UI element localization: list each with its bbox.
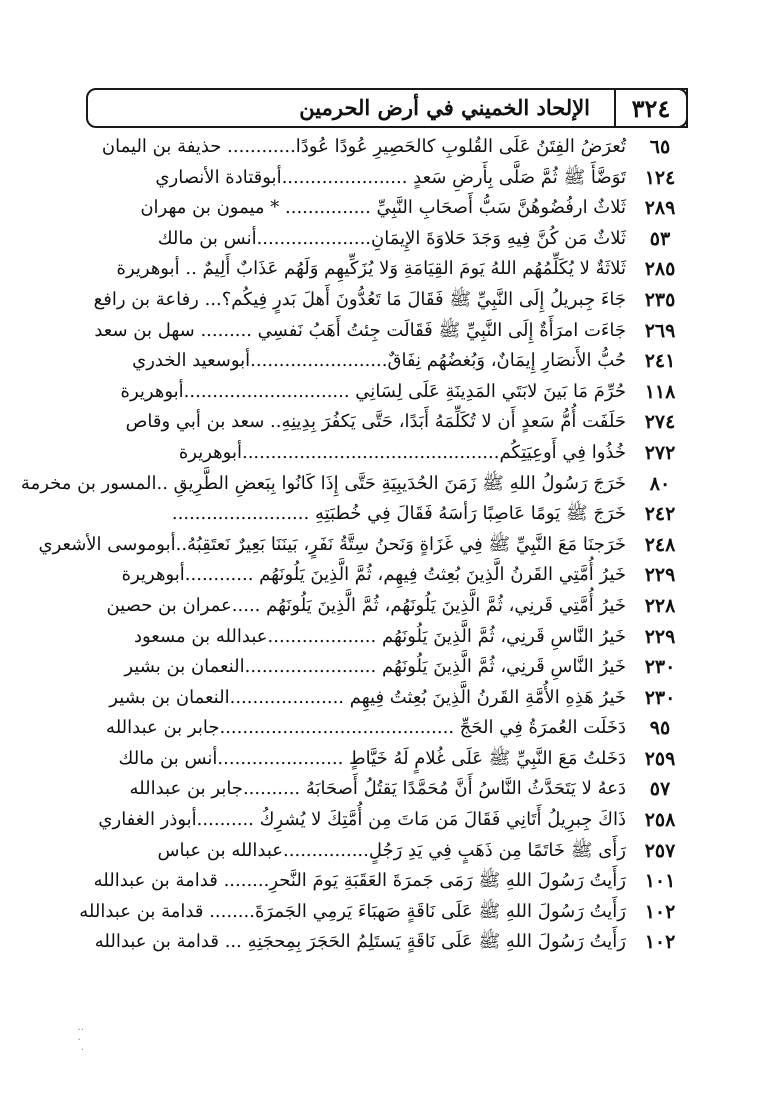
entry-text: دَخَلَت العُمرَةُ فِي الحَجِّ .........................................جابر بن عبدالله	[106, 717, 626, 739]
index-entry	[38, 530, 686, 561]
entry-text: خَرَجَ ﷺ يَومًا عَاصِبًا رَأسَهُ فَقَالَ فِي خُطبَتِهِ ........................	[171, 503, 626, 525]
entry-text: خَيرُ النَّاسِ قَرنِي، ثُمَّ الَّذِينَ يَلُونَهُم ...................عبدالله بن مسعود	[133, 625, 626, 647]
running-header	[86, 88, 688, 128]
index-entry	[20, 469, 686, 500]
index-entry	[86, 591, 686, 622]
entry-page-number: ٢٢٩	[644, 564, 676, 587]
entry-text: رَأَيتُ رَسُولَ اللهِ ﷺ عَلَى نَاقَةٍ يَستَلِمُ الحَجَرَ بِمِحجَنِهِ ... قدامة بن عبدالله	[94, 931, 626, 953]
entry-text: تُعرَضُ الفِتَنُ عَلَى القُلوبِ كالحَصِيرِ عُودًا عُودًا............ حذيفة بن اليمان	[101, 136, 626, 157]
entry-text: خَيرُ أُمَّتِي القَرنُ الَّذِينَ بُعِثتُ فِيهِم، ثُمَّ الَّذِينَ يَلُونَهُم ............أبوهريرة	[121, 564, 626, 586]
index-entry	[86, 254, 686, 285]
index-entry	[86, 744, 686, 775]
entry-page-number: ٢٣٠	[644, 656, 676, 679]
entry-text: رَأَيتُ رَسُولَ اللهِ ﷺ رَمَى جَمرَةَ العَقَبَةِ يَومَ النَّحرِ........ قدامة بن عبدالله	[93, 870, 626, 892]
entry-page-number: ٢٨٩	[644, 197, 676, 220]
index-entry	[86, 805, 686, 836]
entry-page-number: ٢٣٠	[644, 686, 676, 709]
entry-text: رَأَيتُ رَسُولَ اللهِ ﷺ عَلَى نَاقَةٍ صَهبَاءَ يَرمِي الجَمرَةَ........ قدامة بن عبدالله	[79, 900, 626, 922]
entry-page-number: ١٠٢	[644, 931, 676, 954]
entry-text: ثَلاثٌ مَن كُنَّ فِيهِ وَجَدَ حَلاوَةَ الإِيمَانِ....................أنس بن مالك	[157, 227, 626, 249]
entry-text: ذَاكَ جِبرِيلُ أَتَانِي فَقَالَ مَن مَاتَ مِن أُمَّتِكَ لا يُشرِكُ ..........أبوذر الغفاري	[98, 809, 626, 831]
entry-text: حُرِّمَ مَا بَينَ لابَتَي المَدِينَةِ عَلَى لِسَانِي .............................أبوهريرة	[120, 380, 626, 402]
index-entry	[86, 866, 686, 897]
index-entry	[86, 316, 686, 347]
entry-page-number: ٢٦٩	[644, 319, 676, 342]
index-entry	[86, 622, 686, 653]
index-entry	[86, 163, 686, 194]
entry-text: تَوَضَّأَ ﷺ ثُمَّ صَلَّى بِأَرضِ سَعدٍ ......................أبوقتادة الأنصاري	[155, 166, 626, 188]
index-entry	[86, 193, 686, 224]
index-entry	[86, 683, 686, 714]
hadith-index-list	[20, 132, 686, 958]
index-entry	[86, 285, 686, 316]
index-entry	[86, 560, 686, 591]
entry-page-number: ٢٧٢	[644, 441, 676, 464]
entry-text: جَاءَت امرَأَةٌ إِلَى النَّبِيِّ ﷺ فَقَالَت جِئتُ أَهَبُ نَفسِي ......... سهل بن سعد	[94, 319, 626, 341]
entry-text: خَرَجنَا مَعَ النَّبِيِّ ﷺ فِي غَزَاةٍ وَنَحنُ سِتَّةُ نَفَرٍ، بَينَنَا بَعِيرٌ نَعتَقِبُهُ..أبوموسى الأشعري	[38, 533, 626, 555]
index-entry	[86, 377, 686, 408]
entry-text: خُذُوا فِي أَوعِيَتِكُم.............................................أبوهريرة	[178, 441, 626, 463]
entry-page-number: ١١٨	[644, 380, 676, 403]
entry-page-number: ٢٨٥	[644, 258, 676, 281]
index-entry	[86, 346, 686, 377]
entry-page-number: ٢٢٩	[644, 625, 676, 648]
entry-page-number: ٢٢٨	[644, 594, 676, 617]
entry-page-number: ٦٥	[649, 136, 671, 158]
entry-text: دَخَلتُ مَعَ النَّبِيِّ ﷺ عَلَى غُلامٍ لَهُ خَيَّاطٍ ......................أنس بن مالك	[118, 747, 626, 769]
index-entry	[86, 132, 686, 163]
entry-page-number: ٢٥٧	[644, 839, 676, 862]
entry-text: ثَلاثٌ ارفُضُوهُنَّ سَبُّ أَصحَابِ النَّبِيِّ ............... * ميمون بن مهران	[140, 197, 626, 219]
index-entry	[86, 652, 686, 683]
entry-page-number: ٢٣٥	[644, 288, 676, 311]
index-entry	[86, 407, 686, 438]
entry-text: حَلَفَت أُمُّ سَعدٍ أَن لا تُكَلِّمَهُ أَبَدًا، حَتَّى يَكفُرَ بِدِينِهِ.. سعد بن أبي وقاص	[125, 411, 626, 433]
entry-text: خَرَجَ رَسُولُ اللهِ ﷺ زَمَنَ الحُدَيبِيَةِ حَتَّى إِذَا كَانُوا بِبَعضِ الطَّرِيقِ ..المسور بن مخرمة	[20, 472, 626, 494]
index-entry	[86, 927, 686, 958]
scan-mark: ·· · ·	[77, 1025, 84, 1056]
page-number: ٣٢٤	[631, 94, 671, 123]
index-entry	[86, 499, 686, 530]
entry-page-number: ٩٥	[649, 717, 671, 740]
entry-text: ثَلاثَةٌ لا يُكَلِّمُهُم اللهُ يَومَ القِيَامَةِ وَلا يُزَكِّيهِم وَلَهُم عَذَابٌ أَلِيمٌ .. أبوهريرة	[116, 258, 626, 280]
index-entry	[86, 774, 686, 805]
page-number-box	[614, 88, 688, 128]
entry-page-number: ٨٠	[649, 472, 671, 495]
index-entry	[86, 224, 686, 255]
entry-text: خَيرُ هَذِهِ الأُمَّةِ القَرنُ الَّذِينَ بُعِثتُ فِيهِم ....................النعمان بن بشير	[109, 686, 626, 708]
entry-text: دَعهُ لا يَتَحَدَّثُ النَّاسُ أَنَّ مُحَمَّدًا يَقتُلُ أَصحَابَهُ ..........جابر بن عبدالله	[129, 778, 626, 800]
entry-page-number: ٢٥٨	[644, 809, 676, 832]
entry-page-number: ٥٣	[649, 227, 671, 250]
entry-text: حُبُّ الأَنصَارِ إِيمَانٌ، وَبُغضُهُم نِفَاقٌ........................أبوسعيد الخدري	[132, 350, 626, 372]
index-entry	[86, 438, 686, 469]
entry-page-number: ٢٤٢	[644, 503, 676, 526]
entry-page-number: ٢٤١	[644, 350, 676, 373]
index-entry	[86, 836, 686, 867]
entry-page-number: ١٠١	[644, 870, 676, 893]
book-title: الإلحاد الخميني في أرض الحرمين	[299, 95, 590, 120]
entry-page-number: ١٢٤	[644, 166, 676, 189]
entry-page-number: ٥٧	[649, 778, 671, 801]
entry-page-number: ٢٥٩	[644, 747, 676, 770]
entry-text: جَاءَ جِبريلُ إِلَى النَّبِيِّ ﷺ فَقَالَ مَا تَعُدُّونَ أَهلَ بَدرٍ فِيكُم؟... رفاعة بن رافع	[93, 288, 626, 310]
entry-page-number: ١٠٢	[644, 900, 676, 923]
entry-text: رَأَى ﷺ خَاتَمًا مِن ذَهَبٍ فِي يَدِ رَجُلٍ...............عبدالله بن عباس	[157, 839, 626, 861]
index-entry	[79, 897, 686, 928]
entry-page-number: ٢٤٨	[644, 533, 676, 556]
index-entry	[86, 713, 686, 744]
entry-text: خَيرُ أُمَّتِي قَرنِي، ثُمَّ الَّذِينَ يَلُونَهُم، ثُمَّ الَّذِينَ يَلُونَهُم .....عمران بن حصين	[106, 594, 626, 616]
entry-text: خَيرُ النَّاسِ قَرنِي، ثُمَّ الَّذِينَ يَلُونَهُم .......................النعمان بن بشير	[124, 656, 626, 678]
entry-page-number: ٢٧٤	[644, 411, 676, 434]
